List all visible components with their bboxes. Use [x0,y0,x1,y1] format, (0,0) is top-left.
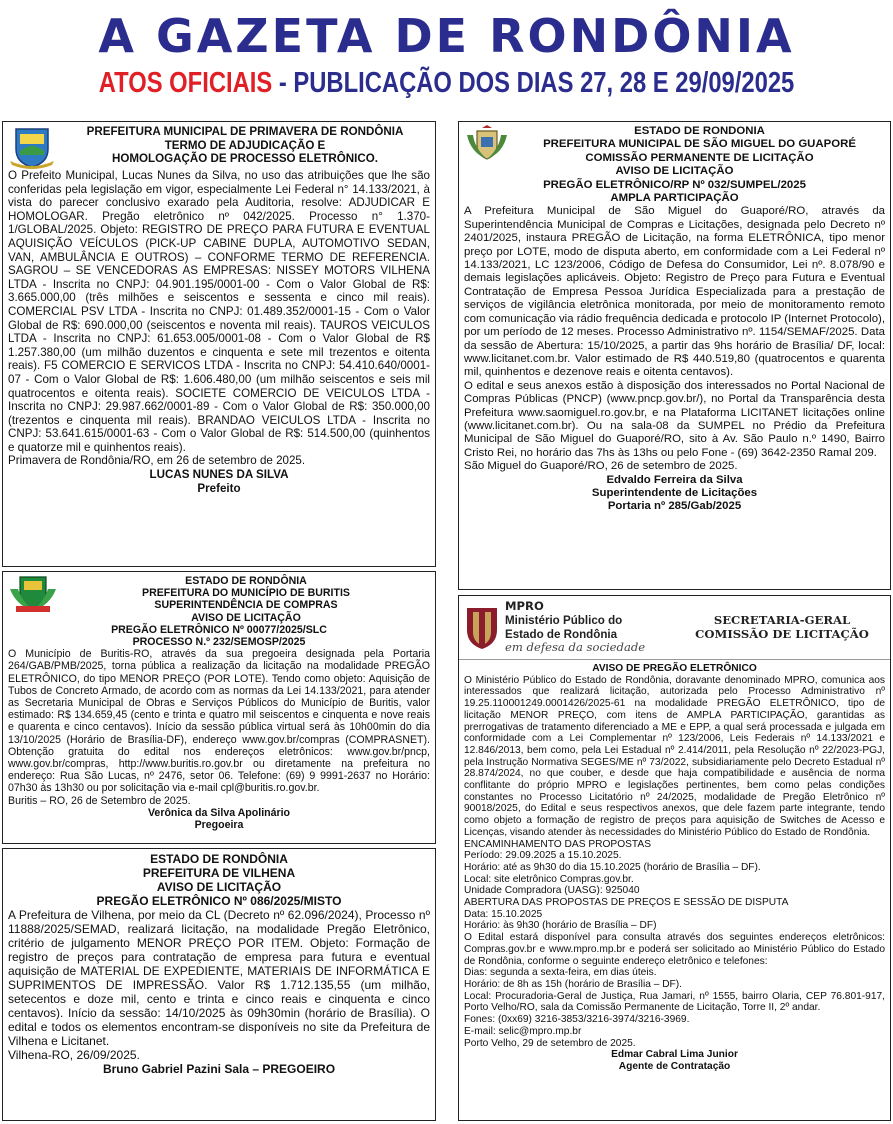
masthead [0,0,893,118]
signer-name: Edmar Cabral Lima Junior [611,1049,738,1061]
place-date: Primavera de Rondônia/RO, em 26 de setembro de 2025. [8,454,306,468]
notice-buritis [2,571,436,844]
header-line-2: PREFEITURA DE VILHENA [142,866,296,880]
mpro-wordmark: MPRO [505,599,544,614]
header-line-1: ESTADO DE RONDÔNIA [150,852,288,866]
detail-line: E-mail: selic@mpro.mp.br [464,1025,582,1037]
mpro-department [680,614,884,641]
sao-miguel-do-guapore-coat-of-arms-icon [464,125,510,165]
edition-subtitle [80,66,812,100]
mpro-logo [465,600,680,654]
detail-line: Período: 29.09.2025 a 15.10.2025. [464,850,622,862]
subtitle-dash: - [272,67,294,99]
detail-line: Local: site eletrônico Compras.gov.br. [464,873,634,885]
notice-mpro [458,595,891,1121]
detail-line: Porto Velho, 29 de setembro de 2025. [464,1037,636,1049]
mpro-header [459,596,890,660]
publication-dates-label: PUBLICAÇÃO DOS DIAS 27, 28 E 29/09/2025 [293,67,795,99]
detail-line: Horário: de 8h as 15h (horário de Brasília – DF). [464,978,683,990]
mpro-subtitle-1: Ministério Público do [505,613,623,627]
department-line-1: SECRETARIA-GERAL [713,612,851,627]
signer-name: Edvaldo Ferreira da Silva [606,473,743,486]
header-line-6: AMPLA PARTICIPAÇÃO [610,192,739,205]
buritis-municipal-coat-of-arms-icon [8,575,58,615]
signer-portaria: Portaria nº 285/Gab/2025 [607,500,742,513]
notice-body: A Prefeitura de Vilhena, por meio da CL (Decreto nº 62.096/2024), Processo nº 11888/2025/SEMAD, realizará licitação, na modalidade Pregão Eletrônico, critério de julgamento MENOR PREÇO POR ITEM. Objeto: Formação de registro de preços para contratação de empresa para futura e eventual aquisição de MATERIAL DE EXPEDIENTE, MATERIAIS DE INFORMÁTICA E SUPRIMENTOS DE IMPRESSÃO. Valor R$ 1.712.135,55 (um milhão, setecentos e doze mil, cento e trinta e cinco reais e cinquenta e cinco centavos). Início da sessão: 14/10/2025 às 09h30min (horário de Brasília). O edital e todos os elementos encontram-se disponíveis no site da Prefeitura de Vilhena e Licitanet. [8,908,430,1048]
mpro-subtitle-2: Estado de Rondônia [505,627,618,641]
detail-line: ABERTURA DAS PROPOSTAS DE PREÇOS E SESSÃO DE DISPUTA [464,897,789,909]
signer-role: Superintendente de Licitações [591,486,758,499]
newspaper-title: A GAZETA DE RONDÔNIA [98,9,795,63]
header-line-3: COMISSÃO PERMANENTE DE LICITAÇÃO [585,151,814,164]
signer-role: Pregoeira [194,819,244,832]
detail-line: Horário: até as 9h30 do dia 15.10.2025 (horário de Brasília – DF). [464,861,761,873]
department-line-2: COMISSÃO DE LICITAÇÃO [695,626,869,641]
header-line-1: ESTADO DE RONDÔNIA [185,575,307,587]
notice-body: O Prefeito Municipal, Lucas Nunes da Silva, no uso das atribuições que lhe são conferidas pela legislação em vigor, especialmente Lei Federal n° 14.133/2021, à vista do parecer conclusivo exarado pela Auditoria, resolve: ADJUDICAR E HOMOLOGAR. Pregão eletrônico nº 042/2025. Processo n° 1.370-1/GLOBAL/2025. Objeto: REGISTRO DE PREÇO PARA FUTURA E EVENTUAL AQUISIÇÃO VEÍCULOS (PICK-UP CABINE DUPLA, AUTOMOTIVO SEDAN, VAN, AMBULÂNCIA E OUTROS) – CONFORME TERMO DE REFERENCIA. SAGROU – SE VENCEDORAS AS EMPRESAS: NISSEY MOTORS VILHENA LTDA - Inscrita no CNPJ: 04.901.195/0001-00 - Com o Valor Global de R$: 3.665.000,00 (três milhões e seiscentos e sessenta e cinco mil reais). COMERCIAL PSV LTDA - Inscrita no CNPJ: 01.489.352/0001-15 - Com o Valor Global de R$: 690.000,00 (seiscentos e noventa mil reais). TAUROS VEICULOS LTDA - Inscrita no CNPJ: 61.653.005/0001-08 - Com o Valor Global de R$ 1.257.380,00 (um milhão duzentos e cinquenta e sete mil trezentos e oitenta reais). F5 COMERCIO E SERVICOS LTDA - Inscrita no CNPJ: 54.410.640/0001-07 - Com o Valor Global de R$: 1.606.480,00 (um milhão seiscentos e seis mil quatrocentos e oitenta reais). SOCIETE COMERCIO DE VEICULOS LTDA - Inscrita no CNPJ: 29.987.662/0001-89 - Com o Valor Global de R$: 350.000,00 (trezentos e cinquenta mil reais). BRANDAO VEICULOS LTDA - Inscrita no CNPJ: 53.641.615/0001-63 - Com o Valor Global de R$: 514.500,00 (quinhentos e quatorze mil e quinhentos reais). [8,169,430,454]
header-line-4: PREGÃO ELETRÔNICO Nº 086/2025/MISTO [96,894,342,908]
detail-line: Data: 15.10.2025 [464,908,543,920]
header-line-6: PROCESSO N.º 232/SEMOSP/2025 [132,636,306,649]
header-line-3: AVISO DE LICITAÇÃO [156,880,282,894]
atos-oficiais-label: ATOS OFICIAIS [98,67,273,99]
header-line-2: TERMO DE ADJUDICAÇÃO E [164,138,326,152]
notice-body: O Município de Buritis-RO, através da sua pregoeira designada pela Portaria 264/GAB/PMB/2025, torna pública a realização da licitação na modalidade PREGÃO ELETRÔNICO, do tipo MENOR PREÇO (POR LOTE). Tendo como objeto: Aquisição de Tubos de Concreto Armado, de acordo com as normas da Lei 14.133/2021, para atender as Secretaria Municipal de Obras e Serviços Públicos do Município de Buritis, valor estimado: R$ 134.659,45 (cento e trinta e quatro mil seiscentos e cinquenta e nove reais e quarenta e cinco centavos). Início da sessão pública virtual será às 10h00min do dia 13/10/2025 (Horário de Brasília-DF), endereço www.gov.br/compras (COMPRASNET). Obtenção gratuita do edital nos endereços eletrônicos: www.gov.br/pncp, www.gov.br/compras, http://www.buritis.ro.gov.br ou diretamente na prefeitura no endereço: Rua São Lucas, nº 2476, setor 06. Telefone: (69) 9 9991-2637 no Horário: 07h30 às 13h30 ou por solicitação via e-mail cpl@buritis.ro.gov.br. [8,648,430,795]
notice-title: AVISO DE PREGÃO ELETRÔNICO [592,663,757,674]
mpro-notice-body [464,663,885,1073]
header-line-4: AVISO DE LICITAÇÃO [615,165,734,178]
place-date: Vilhena-RO, 26/09/2025. [8,1048,140,1062]
notice-vilhena [2,848,436,1121]
header-line-2: PREFEITURA MUNICIPAL DE SÃO MIGUEL DO GUAPORÉ [543,138,856,151]
header-line-5: PREGÃO ELETRÔNICO/RP Nº 032/SUMPEL/2025 [543,178,806,191]
header-line-2: PREFEITURA DO MUNICÍPIO DE BURITIS [142,587,350,600]
detail-line: Horário: às 9h30 (horário de Brasília – DF) [464,920,657,932]
detail-line: ENCAMINHAMENTO DAS PROPOSTAS [464,838,651,850]
header-line-1: PREFEITURA MUNICIPAL DE PRIMAVERA DE RONDÔNIA [86,125,404,138]
signer-name: LUCAS NUNES DA SILVA [149,468,289,482]
signer-role: Agente de Contratação [618,1060,731,1072]
header-line-5: PREGÃO ELETRÔNICO Nº 00077/2025/SLC [111,623,327,636]
notice-body: A Prefeitura Municipal de São Miguel do Guaporé/RO, através da Superintendência Municipal de Compras e Licitações, designada pelo Decreto nº 2401/2025, instaura PREGÃO de Licitação, na forma ELETRÔNICA, tipo menor preço por LOTE, modo de disputa aberto, em conformidade com a Lei Federal nº 14.133/2021, LC 123/2006, Código de Defesa do Consumidor, Lei nº. 8.078/90 e demais legislações aplicáveis. Objeto: Registro de Preço para Futura e Eventual Contratação de Empresa Pessoa Jurídica Especializada para a prestação de serviços de vigilância eletrônica monitorada, por meio de monitoramento remoto com comunicação via rádio frequência dedicada e protocolo IP (Internet Protocolo), por um período de 12 meses. Processo Administrativo nº. 1154/SEMAF/2025. Data da sessão de Abertura: 15/10/2025, a partir das 9hs horário de Brasília/ DF, local: www.licitanet.com.br. Valor estimado de R$ 440.519,80 (quatrocentos e quarenta mil, quinhentos e dezenove reais e oitenta centavos). [464,205,885,379]
mpro-tagline: em defesa da sociedade [505,640,646,655]
header-line-1: ESTADO DE RONDONIA [634,125,765,137]
place-date: São Miguel do Guaporé/RO, 26 de setembro de 2025. [464,460,738,473]
notice-body-2: O edital e seus anexos estão à disposição dos interessados no Portal Nacional de Compras Públicas (PNCP) (www.pncp.gov.br/), no Portal da Transparência desta Prefeitura www.saomiguel.ro.gov.br, e na Plataforma LICITANET licitações online (www.licitanet.com.br). Ou na sala-08 da SUMPEL no Prédio da Prefeitura Municipal de São Miguel do Guaporé/RO, sito à Av. São Paulo n.º 1490, Bairro Cristo Rei, no horário das 7hs às 13hs ou pelo Fone - (69) 3642-2350 Ramal 209. [464,379,885,459]
notice-primavera-de-rondonia [2,121,436,567]
notice-body: O Ministério Público do Estado de Rondônia, doravante denominado MPRO, comunica aos interessados que realizará licitação, autorizada pelo Processo Administrativo nº 19.25.110001249.0001426/2025-61 na modalidade PREGÃO ELETRÔNICO, tipo de licitação MENOR PREÇO, com itens de AMPLA PARTICIPAÇÃO, garantidas as prerrogativas de tratamento diferenciado a ME e EPP, a qual será processada e julgada em conformidade com a Lei Complementar nº 123/2006, Leis Federais nº 14.133/2021 e 12.846/2013, bem como, pela Lei Estadual nº 2.414/2011, pela Resolução nº 22/2023-PGJ, pela Instrução Normativa SEGES/ME nº 73/2022, subsidiariamente pelo Decreto Estadual nº 28.874/2024, no que couber, e desde que haja compatibilidade e ausência de norma conflitante do próprio MPRO e legislações pertinentes, bem como pelas condições constantes no Processo Licitatório nº 24/2025, modalidade de Pregão Eletrônico nº 90018/2025, do Edital e seus respectivos anexos, que dele fazem parte integrante, tendo como objeto a formação de registro de preços para aquisição de Switches de Acesso e Licenças, visando atender às necessidades do Ministério Público do Estado de Rondônia. [464,674,885,838]
signer-name: Verônica da Silva Apolinário [147,806,291,819]
detail-line: Fones: (0xx69) 3216-3853/3216-3974/3216-3969. [464,1014,690,1026]
signer-name: Bruno Gabriel Pazini Sala – PREGOEIRO [102,1062,336,1076]
header-line-4: AVISO DE LICITAÇÃO [191,611,301,624]
signer-role: Prefeito [197,481,241,495]
detail-line: Dias: segunda a sexta-feira, em dias úteis. [464,967,657,979]
place-date: Buritis – RO, 26 de Setembro de 2025. [8,794,191,807]
mpro-shield-logo-icon [465,606,499,650]
notice-sao-miguel-do-guapore [458,121,891,590]
header-line-3: HOMOLOGAÇÃO DE PROCESSO ELETRÔNICO. [111,152,379,166]
detail-line: Local: Procuradoria-Geral de Justiça, Rua Jamari, nº 1555, bairro Olaria, CEP 76.801-917, Porto Velho/RO, sala da Comissão Permanente de Licitação, Torre II, 2º andar. [464,990,885,1014]
primavera-de-rondonia-coat-of-arms-icon [8,125,56,169]
detail-line: O Edital estará disponível para consulta através dos seguintes endereços eletrônicos: Compras.gov.br e www.mpro.mp.br e poderá ser solicitado ao Ministério Público do Estado de Rondônia, conforme o seguinte endereço eletrônico e telefones: [464,932,885,967]
header-line-3: SUPERINTENDÊNCIA DE COMPRAS [154,599,338,612]
detail-line: Unidade Compradora (UASG): 925040 [464,885,640,897]
